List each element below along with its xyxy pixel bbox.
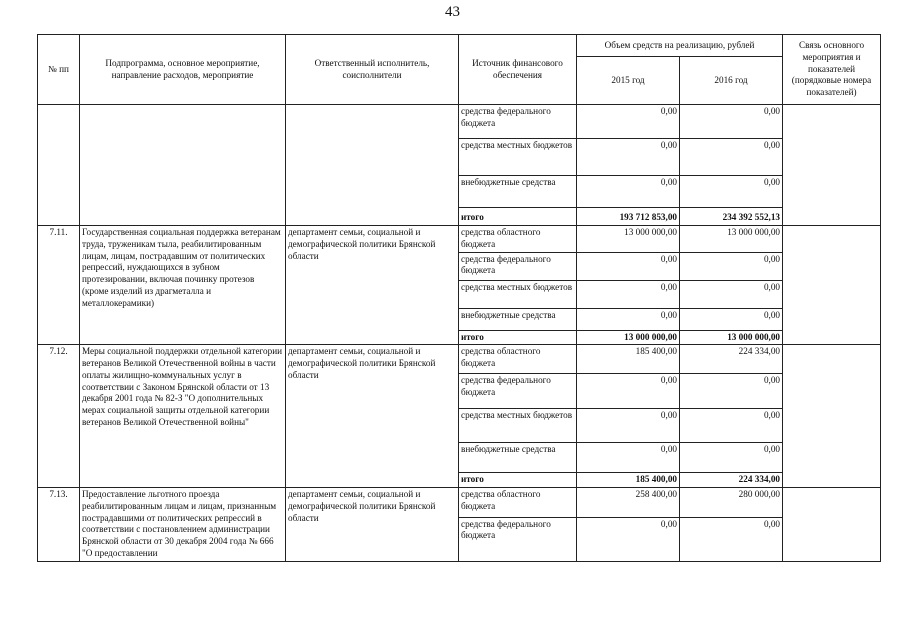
table-row [38,345,881,374]
amount-2015-cell: 0,00 [577,280,680,308]
header-year-2016: 2016 год [680,57,783,105]
amount-2015-cell: 13 000 000,00 [577,330,680,345]
item-executor: департамент семьи, социальной и демографической политики Брянской области [286,488,459,562]
amount-2016-cell: 0,00 [680,443,783,473]
source-cell: средства федерального бюджета [459,517,577,561]
table-row [38,105,881,139]
source-cell: средства местных бюджетов [459,280,577,308]
amount-2016-cell: 0,00 [680,139,783,176]
source-cell: итого [459,208,577,226]
amount-2016-cell: 0,00 [680,280,783,308]
budget-table [37,34,881,562]
amount-2015-cell: 0,00 [577,252,680,280]
source-cell: средства федерального бюджета [459,105,577,139]
amount-2016-cell: 224 334,00 [680,345,783,374]
source-cell: итого [459,330,577,345]
source-cell: средства областного бюджета [459,345,577,374]
source-cell: средства областного бюджета [459,226,577,253]
amount-2016-cell: 280 000,00 [680,488,783,518]
header-program: Подпрограмма, основное мероприятие, направление расходов, мероприятие [80,35,286,105]
header-volume: Объем средств на реализацию, рублей [577,35,783,57]
header-num: № пп [38,35,80,105]
header-source: Источник финансового обеспечения [459,35,577,105]
item-executor: департамент семьи, социальной и демографической политики Брянской области [286,345,459,488]
continuation-empty-cell [80,105,286,226]
source-cell: средства областного бюджета [459,488,577,518]
item-number: 7.13. [38,488,80,562]
table-row [38,226,881,253]
amount-2016-cell: 0,00 [680,409,783,443]
amount-2016-cell: 224 334,00 [680,473,783,488]
item-description: Предоставление льготного проезда реабилитированным лицам и лицам, признанным пострадавшими от политических репрессий в соответствии с постановлением администрации Брянской области от 30 декабря 2004 года № 666 "О предоставлении [80,488,286,562]
table-row [38,488,881,518]
amount-2015-cell: 0,00 [577,443,680,473]
amount-2015-cell: 193 712 853,00 [577,208,680,226]
amount-2015-cell: 0,00 [577,176,680,208]
header-executor: Ответственный исполнитель, соисполнители [286,35,459,105]
item-number: 7.12. [38,345,80,488]
amount-2015-cell: 185 400,00 [577,473,680,488]
amount-2015-cell: 258 400,00 [577,488,680,518]
amount-2015-cell: 0,00 [577,308,680,330]
amount-2015-cell: 0,00 [577,105,680,139]
amount-2015-cell: 0,00 [577,139,680,176]
amount-2016-cell: 0,00 [680,517,783,561]
source-cell: средства федерального бюджета [459,252,577,280]
item-executor: департамент семьи, социальной и демографической политики Брянской области [286,226,459,345]
amount-2015-cell: 0,00 [577,374,680,409]
amount-2016-cell: 234 392 552,13 [680,208,783,226]
link-cell [783,226,881,345]
amount-2016-cell: 0,00 [680,105,783,139]
amount-2016-cell: 0,00 [680,252,783,280]
source-cell: итого [459,473,577,488]
amount-2016-cell: 0,00 [680,374,783,409]
link-cell [783,105,881,226]
source-cell: средства местных бюджетов [459,139,577,176]
page-number: 43 [445,4,460,20]
continuation-empty-cell [286,105,459,226]
amount-2015-cell: 0,00 [577,517,680,561]
source-cell: внебюджетные средства [459,308,577,330]
source-cell: внебюджетные средства [459,176,577,208]
source-cell: средства местных бюджетов [459,409,577,443]
amount-2015-cell: 0,00 [577,409,680,443]
amount-2016-cell: 0,00 [680,308,783,330]
header-link: Связь основного мероприятия и показателей (порядковые номера показателей) [783,35,881,105]
amount-2016-cell: 13 000 000,00 [680,226,783,253]
amount-2016-cell: 13 000 000,00 [680,330,783,345]
header-year-2015: 2015 год [577,57,680,105]
item-number: 7.11. [38,226,80,345]
amount-2016-cell: 0,00 [680,176,783,208]
continuation-empty-cell [38,105,80,226]
item-description: Государственная социальная поддержка ветеранам труда, труженикам тыла, реабилитированным лицам, лицам, пострадавшим от политических репрессий, нуждающихся в зубном протезировании, включая починку протезов (кроме изделий из драгметалла и металлокерамики) [80,226,286,345]
source-cell: внебюджетные средства [459,443,577,473]
link-cell [783,345,881,488]
source-cell: средства федерального бюджета [459,374,577,409]
link-cell [783,488,881,562]
amount-2015-cell: 13 000 000,00 [577,226,680,253]
amount-2015-cell: 185 400,00 [577,345,680,374]
item-description: Меры социальной поддержки отдельной категории ветеранов Великой Отечественной войны в части оплаты жилищно-коммунальных услуг в соответствии с Законом Брянской области от 13 декабря 2001 года № 82-З "О дополнительных мерах социальной защиты отдельной категории ветеранов Великой Отечественной войны" [80,345,286,488]
